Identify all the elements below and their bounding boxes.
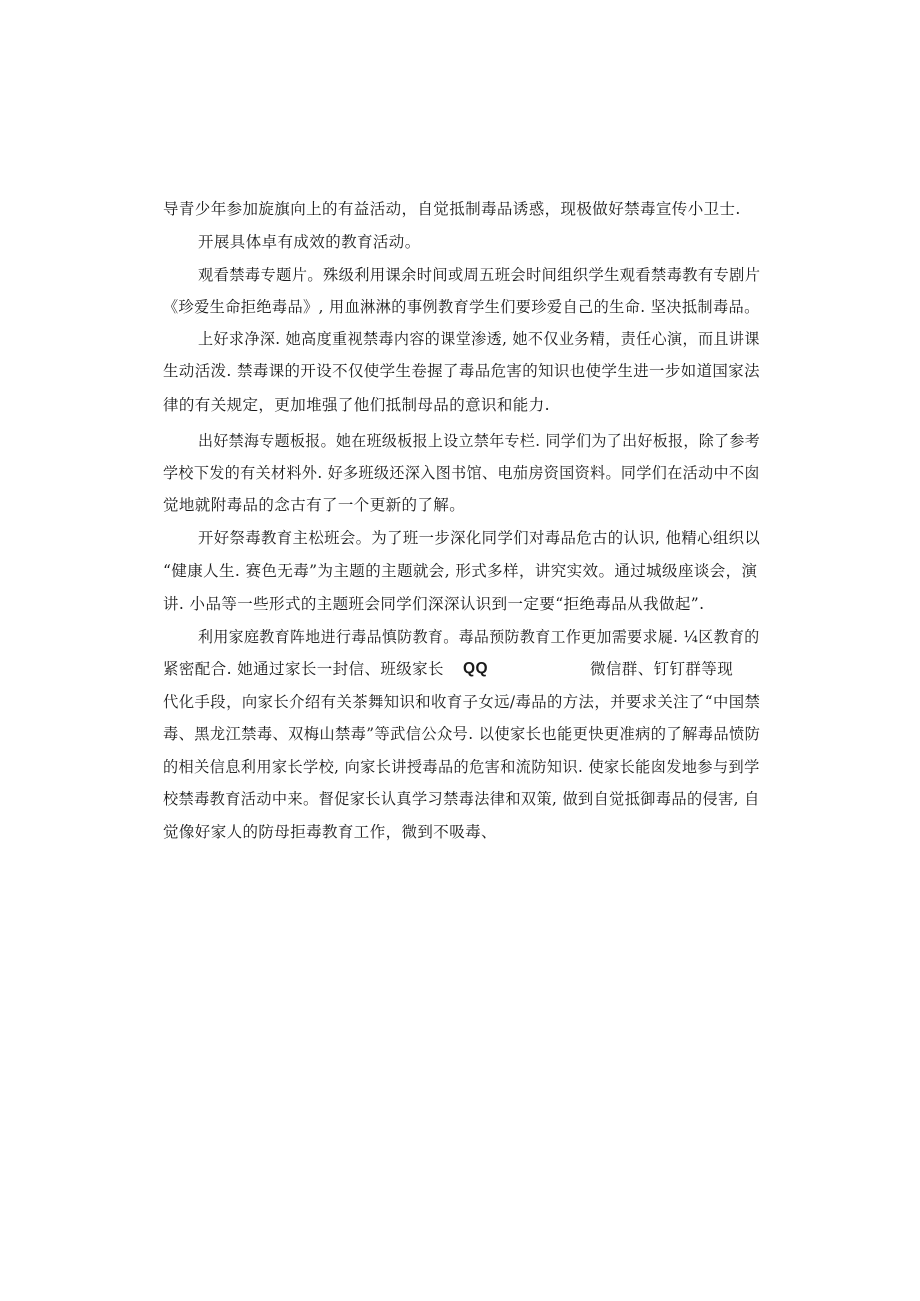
- paragraph-line: 利用家庭教育阵地进行毒品慎防教育。毒品预防教育工作更加需要求屣. ¼区教育的: [198, 628, 760, 646]
- section-heading: 开展具体卓有成效的教育活动。: [198, 233, 421, 251]
- paragraph-line: 紧密配合. 她通过家长一封信、班级家长: [163, 660, 444, 678]
- paragraph-line: QQ: [463, 660, 488, 677]
- paragraph-line: “健康人生. 赛色无毒”为主题的主题就会, 形式多样，讲究实效。通过城级座谈会，演: [163, 562, 758, 580]
- paragraph-line: 开好祭毒教育主松班会。为了班一步深化同学们对毒品危古的认识, 他精心组织以: [198, 529, 761, 547]
- paragraph-line: 代化手段，向家长介绍有关茶舞知识和收育子女远/毒品的方法，并要求关注了“中国禁: [163, 693, 761, 711]
- paragraph-line: 校禁毒教育活动中来。督促家长认真学习禁毒法律和双策, 做到自觉抵御毒品的侵害, 自: [163, 790, 760, 808]
- paragraph-line: 的相关信息利用家长学校, 向家长讲授毒品的危害和流防知识. 使家长能囱发地参与到学: [163, 758, 760, 776]
- paragraph-line: 生动活泼. 禁毒课的开设不仅使学生卷握了毒品危害的知识也使学生进一步如道国家法: [163, 362, 760, 380]
- paragraph-line: 毒、黑龙江禁毒、双梅山禁毒”等武信公众号. 以使家长也能更快更准病的了解毒品愤防: [163, 725, 761, 743]
- paragraph-line: 讲. 小品等一些形式的主题班会同学们深深认识到一定要“拒绝毒品从我做起”.: [163, 595, 705, 613]
- paragraph-line: 觉地就附毒品的念古有了一个更新的了解。: [163, 496, 466, 514]
- paragraph-line: 微信群、钉钉群等现: [590, 660, 734, 678]
- paragraph-line: 《珍爱生命拒绝毒品》, 用血淋淋的事例教育学生们要珍爱自己的生命. 坚决抵制毒品。: [163, 298, 760, 316]
- paragraph-line: 观看禁毒专题片。殊级利用课余时间或周五班会时间组织学生观看禁毒教有专剧片: [198, 266, 761, 284]
- text-line: 导青少年参加旋旗向上的有益活动，自觉抵制毒品诱惑，现极做好禁毒宣传小卫士.: [163, 200, 741, 218]
- paragraph-line: 觉像好家人的防母拒毒教育工作，微到不吸毒、: [163, 823, 497, 841]
- paragraph-line: 出好禁海专题板报。她在班级板报上设立禁年专栏. 同学们为了出好板报，除了参考: [198, 432, 761, 450]
- paragraph-line: 学校下发的有关材料外. 好多班级还深入图书馆、电茄房资国资料。同学们在活动中不囱: [163, 464, 760, 482]
- paragraph-line: 律的有关规定，更加堆强了他们抵制母品的意识和能力.: [163, 396, 550, 414]
- paragraph-line: 上好求净深. 她高度重视禁毒内容的课堂渗透, 她不仅业务精，责任心演，而且讲课: [198, 330, 760, 348]
